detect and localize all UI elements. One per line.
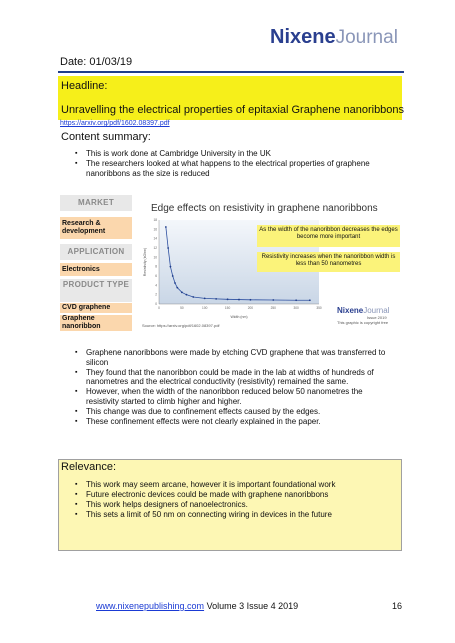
y-tick-label: 10 [153,255,157,260]
application-value: Electronics [60,263,132,276]
footer-issue: Volume 3 Issue 4 2019 [204,601,299,611]
footer [96,601,298,611]
data-point [204,298,206,300]
list-item: ▪ This work may seem arcane, however it is important foundational work [72,480,390,490]
relevance-title: Relevance: [61,461,117,473]
data-point [215,298,217,300]
y-tick-label: 16 [153,227,157,232]
y-tick-label: 0 [155,302,157,306]
data-point [170,266,172,268]
list-item: ▪ These confinement effects were not clearly explained in the paper. [72,417,396,427]
data-point [295,299,297,301]
footer-url-link[interactable]: www.nixenepublishing.com [96,601,205,611]
chart-title: Edge effects on resistivity in graphene nanoribbons [151,203,378,214]
data-point [250,299,252,301]
chart-note-resistivity: Resistivity increases when the nanoribbon width is less than 50 nanometres [257,252,400,272]
list-item: ▪ Graphene nanoribbons were made by etching CVD graphene that was transferred to silicon [72,348,396,367]
y-axis-label: Resistivity (kOhm) [143,247,147,277]
y-tick-label: 14 [153,236,157,241]
list-item: ▪ This change was due to confinement effects caused by the edges. [72,407,396,417]
headline-text: Unravelling the electrical properties of epitaxial Graphene nanoribbons [61,104,405,116]
source-link[interactable]: https://arxiv.org/pdf/1602.08397.pdf [60,120,170,127]
journal-logo [270,26,398,49]
data-point [176,287,178,289]
y-tick-label: 12 [153,246,157,250]
y-tick-label: 6 [155,274,157,278]
product-type-value: Graphene nanoribbon [60,315,132,331]
data-point [238,299,240,301]
header-divider [58,71,404,73]
x-tick-label: 350 [316,306,322,310]
headline-label: Headline: [61,80,108,92]
product-type-label: PRODUCT TYPE [60,279,132,302]
infographic-logo-light: Journal [363,306,390,315]
list-item: ▪ They found that the nanoribbon could be made in the lab at widths of hundreds of nanometres and the electrical conductivity (resistivity) remained the same. [72,368,396,387]
y-tick-label: 2 [155,292,157,297]
data-point [186,294,188,296]
data-point [272,299,274,301]
data-point [181,291,183,293]
infographic-copyright: This graphic is copyright free [337,319,389,325]
x-tick-label: 50 [180,306,184,310]
y-tick-label: 18 [153,218,157,222]
infographic-logo-bold: Nixene [337,306,364,315]
infographic-logo [337,306,389,315]
data-point [172,275,174,277]
application-label: APPLICATION [60,244,132,260]
list-item: ▪ This sets a limit of 50 nm on connecting wiring in devices in the future [72,510,390,520]
content-summary-title: Content summary: [61,131,151,143]
issue-date: Date: 01/03/19 [60,56,133,68]
y-tick-label: 4 [155,283,157,288]
x-tick-label: 300 [293,306,299,310]
list-item: ▪ Future electronic devices could be made with graphene nanoribbons [72,490,390,500]
list-item: ▪ This is work done at Cambridge University in the UK [72,149,390,159]
infographic-logo-sub [337,316,397,325]
x-tick-label: 200 [247,306,254,310]
details-list [72,348,396,427]
list-item: ▪ This work helps designers of nanoelectronics. [72,500,390,510]
infographic-issue: Issue 2019 [367,315,387,320]
data-point [192,296,194,298]
data-point [174,282,176,284]
x-tick-label: 150 [224,306,231,310]
product-type-value: CVD graphene [60,303,132,313]
data-point [165,226,167,228]
page-number: 16 [392,601,403,611]
content-summary-list [72,149,390,179]
list-item: ▪ However, when the width of the nanoribbon reduced below 50 nanometres the resistivity started to climb higher and higher. [72,387,396,406]
relevance-list [72,480,390,520]
market-value: Research & development [60,217,132,239]
y-tick-label: 8 [155,264,157,269]
data-point [309,299,311,301]
x-tick-label: 100 [202,306,208,310]
list-item: ▪ The researchers looked at what happens to the electrical properties of graphene nanoribbons as the size is reduced [72,159,390,178]
x-tick-label: 0 [158,306,160,310]
market-label: MARKET [60,195,132,211]
x-axis-label: Width (nm) [230,315,248,319]
logo-name-bold: Nixene [270,26,336,48]
x-tick-label: 250 [270,306,276,310]
logo-name-light: Journal [335,27,398,48]
data-point [167,247,169,249]
chart-note-edges: As the width of the nanoribbon decreases the edges become more important [257,225,400,247]
chart-source: Source: https://arxiv.org/pdf/1602.08397.pdf [142,323,220,328]
data-point [227,298,229,300]
